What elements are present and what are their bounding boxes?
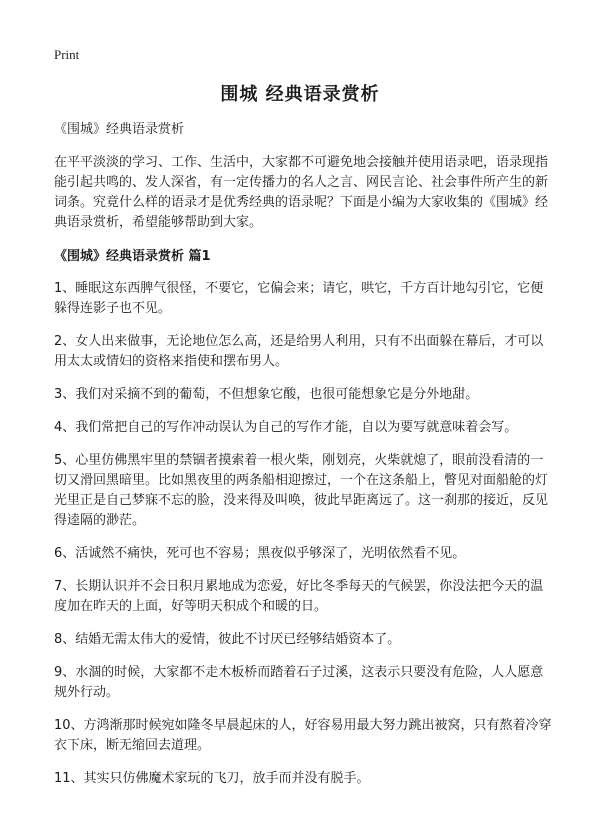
quote-item: 2、女人出来做事，无论地位怎么高，还是给男人利用，只有不出面躲在幕后，才可以用太太或情妇的资格来指使和摆布男人。: [54, 334, 544, 369]
document-body: [54, 120, 554, 802]
quote-item: 4、我们常把自己的写作冲动误认为自己的写作才能，自以为要写就意味着会写。: [54, 420, 518, 435]
quote-item: 3、我们对采摘不到的葡萄，不但想象它酸，也很可能想象它是分外地甜。: [54, 387, 479, 402]
quote-item: 7、长期认识并不会日积月累地成为恋爱，好比冬季每天的气候罢，你没法把今天的温度加在昨天的上面，好等明天积成个和暖的日。: [54, 579, 544, 614]
section-heading: 《围城》经典语录赏析 篇1: [54, 249, 211, 264]
quote-item: 11、其实只仿佛魔术家玩的飞刀，放手而并没有脱手。: [54, 771, 370, 786]
print-label[interactable]: Print: [54, 47, 80, 62]
quote-item: 6、活诚然不痛快，死可也不容易；黑夜似乎够深了，光明依然看不见。: [54, 546, 466, 561]
document-title: 围城 经典语录赏析: [220, 84, 380, 105]
intro-paragraph: 在平平淡淡的学习、工作、生活中，大家都不可避免地会接触并使用语录吧，语录现指能引起共鸣的、发人深省，有一定传播力的名人之言、网民言论、社会事件所产生的新词条。究竟什么样的语录才是优秀经典的语录呢？下面是小编为大家收集的《围城》经典语录赏析，希望能够帮助到大家。: [54, 155, 549, 230]
quote-item: 10、方鸿渐那时候宛如隆冬早晨起床的人，好容易用最大努力跳出被窝，只有熬着冷穿衣下床，断无缩回去道理。: [54, 718, 552, 753]
quote-item: 1、睡眠这东西脾气很怪，不要它，它偏会来；请它，哄它，千方百计地勾引它，它便躲得连影子也不见。: [54, 281, 544, 316]
document-subtitle: 《围城》经典语录赏析: [54, 122, 185, 137]
quote-item: 9、水涸的时候，大家都不走木板桥而踏着石子过溪，这表示只要没有危险，人人愿意规外行动。: [54, 665, 544, 700]
quote-item: 5、心里仿佛黑牢里的禁锢者摸索着一根火柴，刚划亮，火柴就熄了，眼前没看清的一切又滑回黑暗里。比如黑夜里的两条船相迎擦过，一个在这条船上，瞥见对面船舱的灯光里正是自己梦寐不忘的脸，没来得及叫唤，彼此早距离远了。这一刹那的接近，反见得逵隔的渺茫。: [54, 453, 549, 528]
quote-item: 8、结婚无需太伟大的爱情，彼此不讨厌已经够结婚资本了。: [54, 632, 401, 647]
